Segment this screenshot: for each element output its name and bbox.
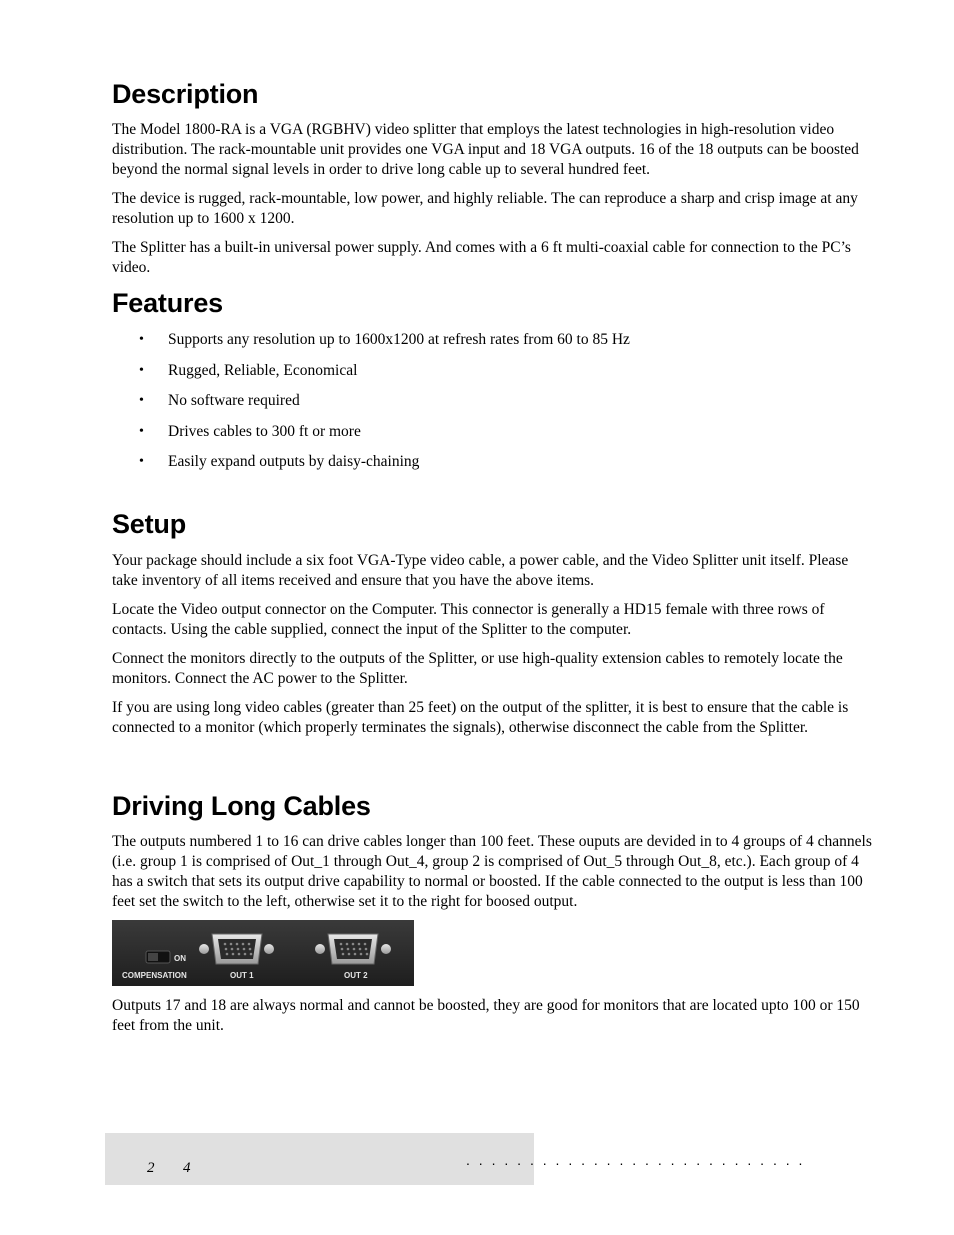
feature-item: • Supports any resolution up to 1600x1200 at refresh rates from 60 to 85 Hz bbox=[139, 331, 630, 348]
setup-heading: Setup bbox=[112, 509, 187, 539]
driving-paragraph-1: The outputs numbered 1 to 16 can drive cables longer than 100 feet. These ouputs are devided in to 4 groups of 4 channels (i.e. group 1 is comprised of Out_1 through Out_4, group 2 is comprised of Out_5 through Out_8, etc.). Each group of 4 has a switch that sets its output drive capability to normal or boosted. If the cable connected to the output is less than 100 feet set the switch to the left, otherwise set it to the right for boosed output. bbox=[112, 833, 872, 910]
setup-paragraph-4: If you are using long video cables (greater than 25 feet) on the output of the splitter, it is best to ensure that the cable is connected to a monitor (which properly terminates the signals), otherwise disconnect the cable from the Splitter. bbox=[112, 699, 849, 736]
driving-paragraph-2: Outputs 17 and 18 are always normal and cannot be boosted, they are good for monitors that are located upto 100 or 150 feet from the unit. bbox=[112, 997, 860, 1034]
feature-item: • Rugged, Reliable, Economical bbox=[139, 361, 358, 379]
bullet-icon: • bbox=[139, 362, 144, 378]
setup-paragraph-2: Locate the Video output connector on the Computer. This connector is generally a HD15 female with three rows of contacts. Using the cable supplied, connect the input of the Splitter to the computer. bbox=[112, 601, 825, 638]
feature-item: • Easily expand outputs by daisy-chaining bbox=[139, 453, 420, 470]
features-list bbox=[112, 330, 630, 483]
description-paragraph-2: The device is rugged, rack-mountable, low power, and highly reliable. The can reproduce a sharp and crisp image at any resolution up to 1600 x 1200. bbox=[112, 190, 858, 227]
setup-paragraph-3: Connect the monitors directly to the outputs of the Splitter, or use high-quality extension cables to remotely locate the monitors. Connect the AC power to the Splitter. bbox=[112, 650, 843, 687]
out2-label: OUT 2 bbox=[344, 971, 368, 980]
feature-item: • Drives cables to 300 ft or more bbox=[139, 422, 361, 440]
driving-long-cables-heading: Driving Long Cables bbox=[112, 791, 371, 821]
footer-dot-leader: ........................... bbox=[466, 1152, 812, 1168]
feature-item: • No software required bbox=[139, 392, 300, 409]
panel-photo-graphic bbox=[112, 920, 414, 986]
description-heading: Description bbox=[112, 79, 259, 109]
setup-paragraph-1: Your package should include a six foot VGA-Type video cable, a power cable, and the Video Splitter unit itself. Please take inventory of all items received and ensure that you have the above items. bbox=[112, 552, 849, 589]
out1-label: OUT 1 bbox=[230, 971, 254, 980]
page-number-right: 4 bbox=[183, 1160, 191, 1176]
compensation-label: COMPENSATION bbox=[122, 971, 187, 980]
description-paragraph-1: The Model 1800-RA is a VGA (RGBHV) video splitter that employs the latest technologies in high-resolution video distribution. The rack-mountable unit provides one VGA input and 18 VGA outputs. 16 of the 18 outputs can be boosted beyond the normal signal levels in order to drive long cable up to several hundred feet. bbox=[112, 121, 859, 178]
features-heading: Features bbox=[112, 288, 223, 318]
bullet-icon: • bbox=[139, 393, 144, 408]
description-paragraph-3: The Splitter has a built-in universal power supply. And comes with a 6 ft multi-coaxial cable for connection to the PC’s video. bbox=[112, 239, 851, 276]
on-label: ON bbox=[174, 954, 186, 963]
bullet-icon: • bbox=[139, 332, 144, 347]
compensation-switch-photo bbox=[112, 920, 414, 986]
page-number-left: 2 bbox=[147, 1160, 155, 1176]
bullet-icon: • bbox=[139, 423, 144, 439]
bullet-icon: • bbox=[139, 454, 144, 469]
